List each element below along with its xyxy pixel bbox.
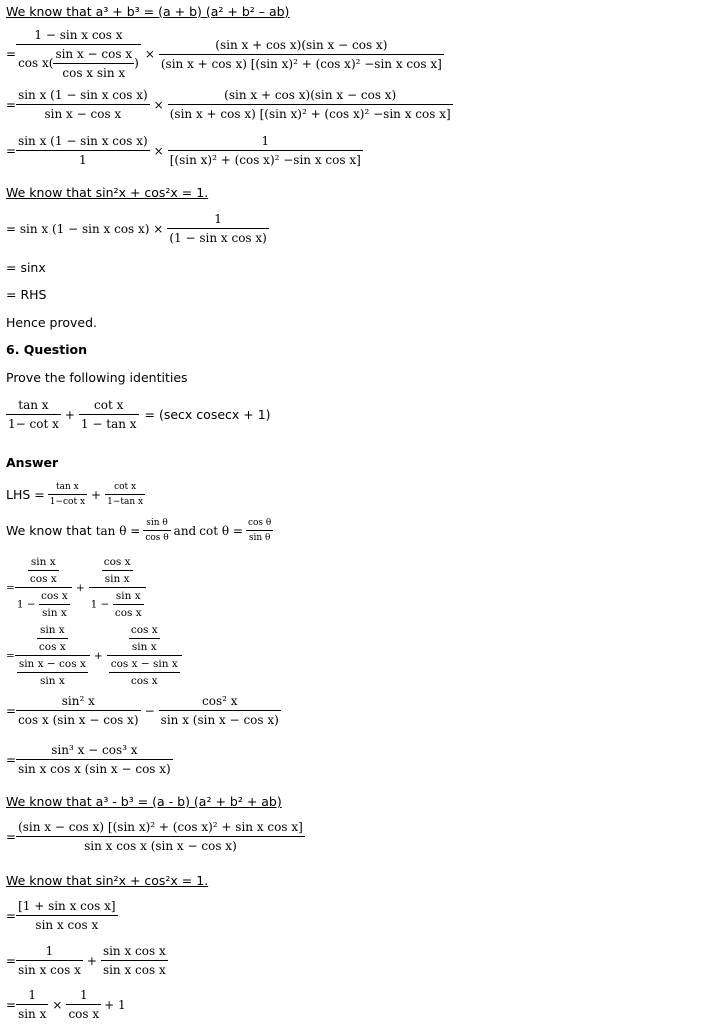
identity-note-sum-of-cubes: We know that a³ + b³ = (a + b) (a² + b² – ab) <box>6 4 290 19</box>
identity-note-pythagorean: We know that sin²x + cos²x = 1. <box>6 185 209 200</box>
result-sinx: = sinx <box>6 260 46 275</box>
result-rhs: = RHS <box>6 287 47 302</box>
lhs-expression: LHS = $\frac{\text{tan x}}{\text{1−cot x}}$ + $\frac{\text{cot x}}{\text{1−tan x}}$ <box>6 482 144 507</box>
question-expression: tan x 1− cot x + $\frac{\text{cot x}}{\text{1 − tan x}}$ = (secx cosecx + 1) <box>8 398 271 431</box>
step-g7-expression: = $\frac{1}{\text{sin x cos x}}$ + $\frac{\text{sin x cos x}}{\text{sin x cos x}}$ <box>6 944 166 977</box>
step-g2-expression: = $\frac{\frac{\text{sin x}}{\text{cos x}}}{\frac{\text{sin x − cos x}}{\text{sin x}}}$ + $\frac{\frac{\text{cos x}}{\text{sin x}}}{\frac{\text{cos x − sin x}}{\text{cos x}}}$ <box>6 624 182 687</box>
identity-note-difference-of-cubes: We know that a³ - b³ = (a - b) (a² + b² + ab) <box>6 794 282 809</box>
step-g5-expression: = $\frac{\text{(sin x − cos x) [(sin x)² + (cos x)² + sin x cos x]}}{\text{sin x cos x (sin x − cos x)}}$ <box>6 820 303 853</box>
step-1-expression: = 1 − sin x cos x cos x( $\frac{\text{sin x − cos x}}{\text{cos x sin x}}$ ) × $\frac{\text{(sin x + cos x)(sin x − cos x)}}{\text{(sin x + cos x) [(sin x)² + (cos x)² −sin x cos x]}}$ <box>6 28 442 80</box>
answer-heading: Answer <box>6 455 59 470</box>
step-g1-expression: = $\frac{\text{sin x}}{\text{cos x}}$ 1 − $\frac{\text{cos x}}{\text{sin x}}$ + $\frac{\text{cos x}}{\text{sin x}}$ 1 − $\frac{\text{sin x}}{\text{cos x}}$ <box>6 556 146 619</box>
step-3-expression: = $\frac{\text{sin x (1 − sin x cos x)}}{1}$ × $\frac{1}{\text{[(sin x)² + (cos x)² −sin x cos x]}}$ <box>6 134 361 167</box>
question-heading: 6. Question <box>6 342 87 357</box>
step-g3-expression: = $\frac{\text{sin² x}}{\text{cos x (sin x − cos x)}}$ − $\frac{\text{cos² x}}{\text{sin x (sin x − cos x)}}$ <box>6 694 279 727</box>
identity-note-pythagorean-2: We know that sin²x + cos²x = 1. <box>6 873 209 888</box>
hence-proved: Hence proved. <box>6 315 97 330</box>
step-g6-expression: = $\frac{\text{[1 + sin x cos x]}}{\text{sin x cos x}}$ <box>6 899 116 932</box>
step-g4-expression: = $\frac{\text{sin³ x − cos³ x}}{\text{sin x cos x (sin x − cos x)}}$ <box>6 743 171 776</box>
step-2-expression: = $\frac{\text{sin x (1 − sin x cos x)}}{\text{sin x − cos x}}$ × $\frac{\text{(sin x + cos x)(sin x − cos x)}}{\text{(sin x + cos x) [(sin x)² + (cos x)² −sin x cos x]}}$ <box>6 88 451 121</box>
question-text: Prove the following identities <box>6 370 188 385</box>
step-4-expression: = sin x (1 − sin x cos x) × $\frac{1}{\text{(1 − sin x cos x)}}$ <box>6 212 267 245</box>
step-g8-expression: = $\frac{1}{\text{sin x}}$ × $\frac{1}{\text{cos x}}$ + 1 <box>6 988 126 1021</box>
tan-cot-definitions: We know that tan θ = $\frac{\text{sin θ}}{\text{cos θ}}$ and cot θ = $\frac{\text{cos θ}}{\text{sin θ}}$ <box>6 518 272 543</box>
